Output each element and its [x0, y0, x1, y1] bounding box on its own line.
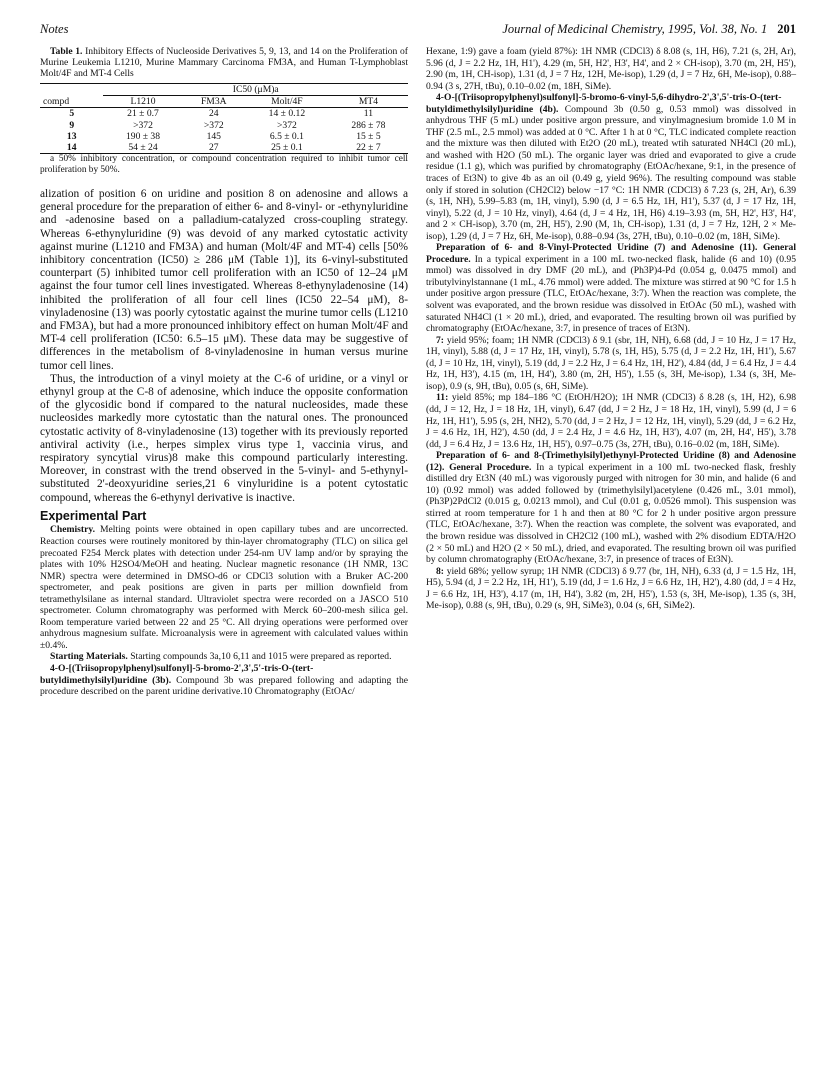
section-heading: Experimental Part	[40, 508, 147, 523]
table-cell: 9	[69, 119, 75, 131]
running-head	[40, 22, 796, 40]
table-group-header: IC50 (μM)a	[103, 83, 408, 95]
compound-heading: 4-O-[(Triisopropylphenyl)sulfonyl]-5-bromo-6-vinyl-5,6-dihydro-2',3',5'-tris-O-(tert-butyldimethylsilyl)uridine (4b).	[426, 92, 782, 115]
table-row	[40, 131, 408, 142]
table-header-spacer	[40, 83, 103, 95]
table-col-header: FM3A	[183, 95, 245, 107]
paragraph	[40, 651, 408, 663]
paragraph	[426, 335, 796, 393]
journal-name: Journal of Medicinal Chemistry, 1995, Vol. 38, No. 1	[502, 22, 768, 36]
paragraph-text: Compound 3b was prepared following and adapting the procedure described on the parent uridine derivative.10 Chromatography (EtOAc/	[40, 674, 409, 698]
table-cell: 14	[40, 142, 103, 154]
table-cell: 15 ± 5	[356, 130, 381, 142]
right-column	[426, 46, 796, 698]
table-cell: >372	[203, 119, 224, 131]
table-cell: 13	[66, 130, 77, 142]
table-cell: 190 ± 38	[125, 130, 161, 142]
paragraph	[426, 392, 796, 450]
paragraph-text: Melting points were obtained in open capillary tubes and are uncorrected. Reaction courses were routinely monitored by thin-layer chromatography (TLC) on silica gel precoated F254 Merck plates with detection under 254-nm UV lamp and/or by spraying the plates with 10% H2SO4/MeOH and heating. Nuclear magnetic resonance (1H NMR, 13C NMR) spectra were determined in DMSO-d6 or CDCl3 solution with a Bruker AC-200 spectrometer, and peak positions are given in parts per million downfield from tetramethylsilane as internal standard. Ultraviolet spectra were recorded on a JASCO 510 spectrometer. Column chromatography was performed with Merck 60–200-mesh silica gel. Room temperature varied between 22 and 25 °C. All drying operations were performed over anhydrous magnesium sulfate. Microanalysis were in agreement with calculated values within ±0.4%.	[40, 524, 408, 651]
paragraph-text: In a typical experiment in a 100 mL two-necked flask, halide (6 and 10) (0.95 mmol) was dissolved in dry DMF (20 mL), and (Ph3P)4-Pd (0.054 g, 0.0475 mmol) and tributylvinylstannane (1 mL, 4.76 mmol) were added. The mixture was stirred at 90 °C for 1.5 h under positive argon pressure (TLC, EtOAc/hexane, 3:7). When the reaction was complete, the solvent was evaporated, and the brown residue was dissolved in EtOAc (50 mL), washed with saturated NH4Cl (1 × 20 mL), dried, and evaporated. The resulting brown oil was purified by chromatography (EtOAc/hexane, 3:7, in presence of traces of Et3N).	[426, 253, 796, 335]
table-cell: 6.5 ± 0.1	[269, 130, 304, 142]
paragraph: Hexane, 1:9) gave a foam (yield 87%): 1H NMR (CDCl3) δ 8.08 (s, 1H, H6), 7.21 (s, 2H, Ar), 5.96 (d, J = 2.2 Hz, 1H, H1'), 4.29 (m, 5H, H2', H3', H4', and 2 × CH-isop), 3.70 (m, 2H, H5'), 2.90 (m, 1H, CH-isop), 1.31 (d, J = 7 Hz, 12H, Me-isop), 1.29 (d, J = 7 Hz, 6H, Me-isop), 0.88–0.94 (3 s, 27H, tBu), 0.10–0.02 (m, 18H, SiMe).	[426, 46, 796, 92]
paragraph	[40, 663, 408, 698]
table-cell: 25 ± 0.1	[245, 142, 329, 154]
paragraph-text: In a typical experiment in a 100 mL two-necked flask, freshly distilled dry Et3N (40 mL) was vigorously purged with nitrogen for 30 min, and halide (6 and 10) (0.92 mmol) was added followed by (trimethylsilyl)acetylene (0.426 mL, 3.01 mmol), (Ph3P)2PdCl2 (0.015 g, 0.0213 mmol), and CuI (0.01 g, 0.0526 mmol). This suspension was stirred at room temperature for 1 h and then at 80 °C for 2 h under positive argon pressure (TLC, EtOAc/hexane, 3:7). When the reaction was complete, the solvent was evaporated, and the brown residue was dissolved in CH2Cl2 (100 mL), washed with 2% disodium EDTA/H2O (2 × 50 mL) and H2O (2 × 50 mL), dried, and evaporated. The resulting brown oil was purified by column chromatography (EtOAc/hexane, 3:7, in presence of traces of Et3N).	[426, 461, 796, 566]
paragraph-text: yield 95%; foam; 1H NMR (CDCl3) δ 9.1 (sbr, 1H, NH), 6.68 (dd, J = 10 Hz, J = 17 Hz, 1H, vinyl), 5.88 (d, J = 17 Hz, 1H, vinyl), 5.78 (s, 1H, H5), 5.75 (d, J = 2.2 Hz, 1H, H1'), 5.67 (d, J = 10 Hz, 1H, vinyl), 5.19 (dd, J = 2.2 Hz, J = 6.4 Hz, 1H, H2'), 4.84 (dd, J = 6.4 Hz, J = 4.4 Hz, 1H, H3'), 4.15 (m, 1H, H4'), 3.80 (m, 2H, H5'), 1.55 (s, 3H, Me-isop), 1.34 (s, 3H, Me-isop), 0.9 (s, 9H, tBu), 0.05 (s, 6H, SiMe).	[426, 334, 796, 392]
table-caption-text: Inhibitory Effects of Nucleoside Derivatives 5, 9, 13, and 14 on the Proliferation of Murine Leukemia L1210, Murine Mammary Carcinoma FM3A, and Human T-Lymphoblast Molt/4F and MT-4 Cells	[40, 46, 409, 80]
table-col-header: compd	[40, 95, 103, 107]
run-in-heading: Chemistry.	[50, 524, 96, 536]
table-cell: 22 ± 7	[329, 142, 408, 154]
journal-citation	[502, 22, 796, 37]
two-column-body	[40, 46, 796, 698]
page-number: 201	[777, 22, 796, 36]
paragraph-text: yield 85%; mp 184–186 °C (EtOH/H2O); 1H NMR (CDCl3) δ 8.28 (s, 1H, H2), 6.98 (dd, J = 12, Hz, J = 18 Hz, 1H, vinyl), 6.47 (dd, J = 2 Hz, J = 18 Hz, 1H, vinyl), 5.99 (d, J = 6 Hz, 1H, H1'), 5.95 (s, 2H, NH2), 5.70 (dd, J = 2 Hz, J = 12 Hz, 1H, vinyl), 5.29 (dd, J = 6.2 Hz, J = 4.6 Hz, 1H, H2'), 4.50 (dd, J = 2.4 Hz, J = 4.6 Hz, 1H, H3'), 4.07 (m, 2H, H4', H5'), 3.78 (dd, J = 6.4 Hz, J = 13.6 Hz, 1H, H5'), 0.97–0.75 (3s, 27H, tBu), 0.16–0.02 (m, 18H, SiMe).	[426, 392, 796, 450]
left-column	[40, 46, 408, 698]
run-in-heading: Starting Materials.	[50, 651, 128, 663]
table-1	[40, 46, 408, 176]
paragraph	[426, 242, 796, 334]
discussion-text	[40, 188, 408, 505]
table-col-header: Molt/4F	[245, 95, 329, 107]
table-caption-label: Table 1.	[50, 46, 83, 57]
table-cell: 21 ± 0.7	[127, 108, 159, 120]
procedure-heading: Preparation of 6- and 8-(Trimethylsilyl)ethynyl-Protected Uridine (8) and Adenosine (12). General Procedure.	[426, 450, 796, 473]
ic50-table	[40, 83, 408, 155]
table-cell: >372	[276, 119, 297, 131]
table-col-header: MT4	[329, 95, 408, 107]
compound-label: 8:	[436, 565, 444, 577]
table-cell: 54 ± 24	[103, 142, 182, 154]
table-cell: 24	[208, 108, 219, 120]
table-cell: 27	[183, 142, 245, 154]
paragraph: alization of position 6 on uridine and position 8 on adenosine and allows a general procedure for the preparation of either 6- and 8-vinyl- or -ethynyluridine and -adenosine based on a palladium-catalyzed cross-coupling strategy. Whereas 6-ethynyluridine (9) was devoid of any marked cytostatic activity against murine (L1210 and FM3A) and human (Molt/4F and MT-4) cells [50% inhibitory concentration (IC50) ≥ 286 μM (Table 1)], its 6-vinyl-substituted counterpart (5) inhibited tumor cell proliferation with an IC50 of 12–24 μM against the four tumor cell lines investigated. Whereas 8-ethynyladenosine (14) inhibited the proliferation of all four cell lines (IC50 22–54 μM), 8-vinyladenosine (13) was poorly cytostatic against the murine tumor cells (L1210 and FM3A), but had a more pronounced inhibitory effect on human Molt/4F and MT-4 cell proliferation (IC50: 6.5–15 μM). These data may be suggestive of differences in the metabolism of 8-vinyladenosine in human versus murine tumor cell lines.	[40, 187, 408, 372]
paragraph-text: Starting compounds 3a,10 6,11 and 1015 were prepared as reported.	[130, 651, 392, 663]
compound-label: 11:	[436, 392, 449, 404]
table-cell: 145	[206, 130, 221, 142]
paragraph	[426, 450, 796, 565]
paragraph	[426, 92, 796, 242]
table-col-header: L1210	[103, 95, 182, 107]
paragraph: Thus, the introduction of a vinyl moiety at the C-6 of uridine, or a vinyl or ethynyl group at the C-8 of adenosine, which induce the opposite conformation of the glycosidic bond if compared to the natural nucleosides, made these nucleosides markedly more cytostatic than the natural ones. The pronounced cytostatic activity of 8-vinyladenosine (13) together with its previously reported antiviral activity (i.e., herpes simplex virus type 1, vaccinia virus, and respiratory syncytial virus)8 make this compound particularly interesting. Moreover, in constrast with the trend observed in the 5-vinyl- and 5-ethynyl-substituted 2'-deoxyuridine series,21 6 vinyluridine is a potent cytostatic compound, whereas the 6-ethynyl derivative is inactive.	[40, 372, 408, 504]
table-row	[40, 120, 408, 131]
paragraph-text: Compound 3b (0.50 g, 0.53 mmol) was dissolved in anhydrous THF (5 mL) under positive argon pressure, and vinylmagnesium bromide 1.0 M in THF (2.5 mL, 2.5 mmol) was added at 0 °C. After 1 h at 0 °C, TLC indicated complete reaction and the mixture was then diluted with Et2O (20 mL), treated wtih saturated NH4Cl (20 mL), and washed with H2O (50 mL). The organic layer was dried and evaporated to give a crude residue (1.1 g), which was purified by chromatography (EtOAc/hexane, 9:1, in the presence of traces of Et3N) to give 4b as an oil (0.49 g, yield 96%). The resulting compound was stable only if stored in solution (CH2Cl2) below −17 °C: 1H NMR (CDCl3) δ 7.23 (s, 2H, Ar), 6.39 (s, 1H, NH), 5.99–5.83 (m, 1H, vinyl), 5.90 (d, J = 6.5 Hz, 1H, H1'), 5.37 (d, J = 17 Hz, 1H, vinyl), 5.22 (d, J = 10 Hz, vinyl), 4.64 (d, J = 4 Hz, 1H, H6) 4.19–3.93 (m, 5H, H2', H3', H4', and 2 × CH-isop), 3.70 (m, 2H, H5'), 2.90 (M, 1h, CH-isop), 1.31 (d, J = 7 Hz, 12H, 2 × Me-isop), 1.29 (d, J = 7 Hz, 6H, Me-isop), 0.88–0.94 (3s, 27H, tBu), 0.10–0.02 (m, 18H, SiMe).	[426, 103, 796, 242]
table-row	[40, 142, 408, 154]
table-footnote: a 50% inhibitory concentration, or compound concentration required to inhibit tumor cell proliferation by 50%.	[40, 154, 408, 176]
table-cell: 14 ± 0.12	[268, 108, 306, 120]
table-cell: 286 ± 78	[351, 119, 386, 131]
table-cell: >372	[133, 119, 153, 131]
table-row	[40, 108, 408, 120]
paragraph-text: yield 68%; yellow syrup; 1H NMR (CDCl3) δ 9.77 (br, 1H, NH), 6.33 (d, J = 1.5 Hz, 1H, H5), 5.94 (d, J = 2.2 Hz, 1H, H1'), 5.19 (dd, J = 1.6 Hz, J = 6.6 Hz, 1H, H2'), 4.80 (dd, J = 4 Hz, J = 6.6 Hz, 1H, H3'), 4.17 (m, 1H, H4'), 3.82 (m, 2H, H5'), 1.53 (s, 3H, Me-isop), 1.35 (s, 3H, Me-isop), 0.88 (s, 9H, tBu), 0.29 (s, 9H, SiMe3), 0.04 (s, 6H, SiMe2).	[426, 565, 796, 612]
paragraph	[40, 524, 408, 651]
table-cell: 5	[69, 108, 75, 120]
procedure-heading: Preparation of 6- and 8-Vinyl-Protected Uridine (7) and Adenosine (11). General Procedure.	[426, 242, 796, 265]
paragraph	[426, 566, 796, 612]
journal-page	[40, 22, 796, 1052]
table-caption	[40, 46, 408, 80]
section-label: Notes	[40, 22, 69, 36]
compound-label: 7:	[436, 334, 444, 346]
table-cell: 11	[363, 108, 374, 120]
compound-heading: 4-O-[(Triisopropylphenyl)sulfonyl]-5-bromo-2',3',5'-tris-O-(tert-butyldimethylsilyl)uridine (3b).	[40, 662, 314, 686]
